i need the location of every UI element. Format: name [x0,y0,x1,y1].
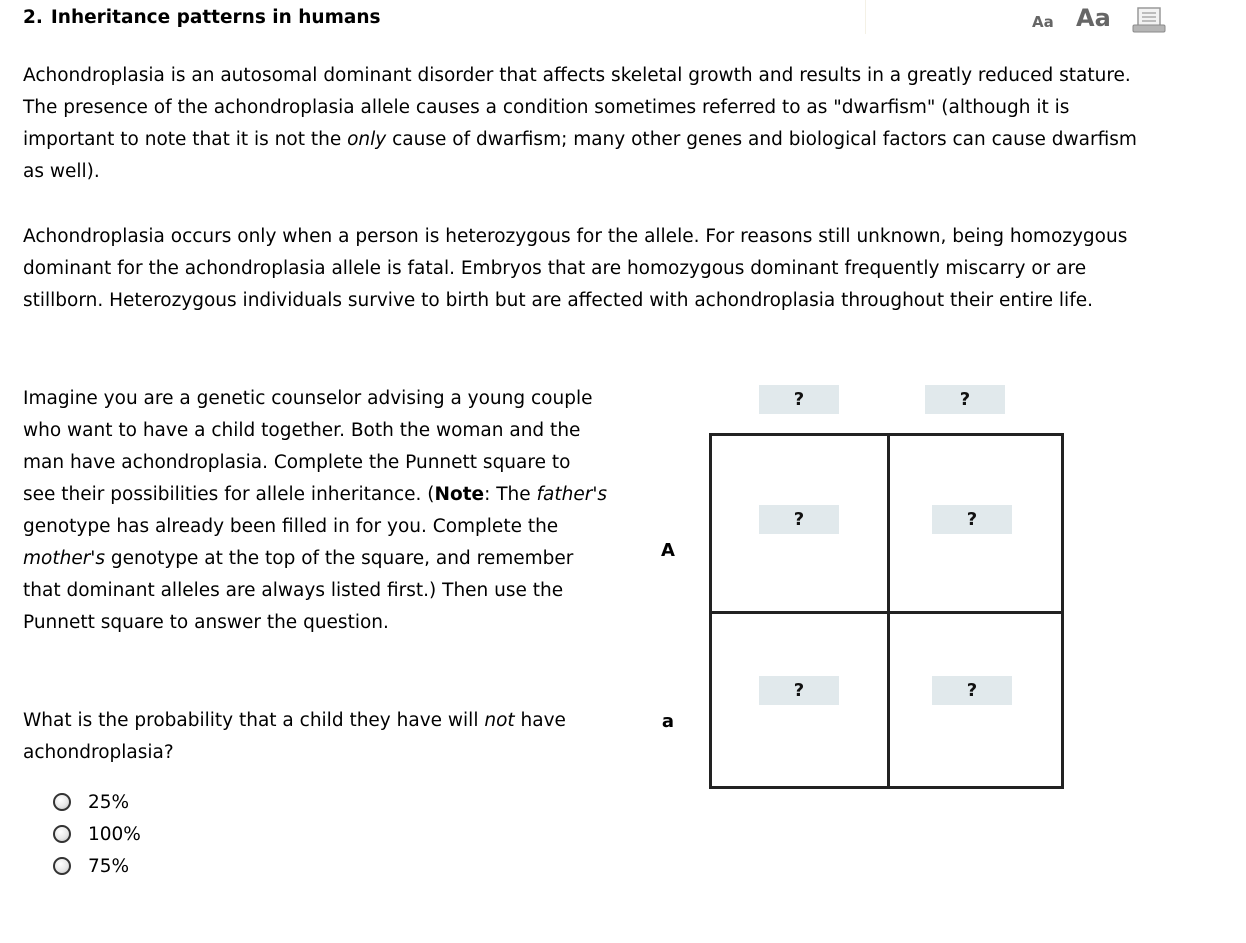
instructions-text-3: genotype has already been filled in for you. Complete the [23,516,559,537]
question-text [23,705,608,769]
option-label: 75% [88,855,130,877]
punnett-square [709,433,1064,789]
question-text-end: have achondroplasia? [23,710,566,763]
divider [865,0,866,34]
font-size-small-button[interactable]: Aa [1032,13,1054,31]
print-icon[interactable] [1132,7,1166,33]
instructions-text: Imagine you are a genetic counselor advising a young couple who want to have a child together. Both the woman and the man have achondroplasia. Complete the Punnett square to see their possibilities for allele inheritance. ( [23,388,593,505]
cell-bottom-right-dropdown[interactable]: ? [932,676,1012,705]
paragraph-intro-text-end: cause of dwarfism; many other genes and biological factors can cause dwarfism as well). [23,129,1137,182]
option-label: 25% [88,791,130,813]
note-label: Note [434,484,485,505]
cell-bottom-left-dropdown[interactable]: ? [759,676,839,705]
radio-button[interactable] [53,825,71,843]
paragraph-intro [23,60,1163,188]
answer-options [53,786,141,882]
instructions [23,383,608,639]
father-allele-2: a [661,711,675,732]
option-25[interactable] [53,786,141,818]
grid-divider-horizontal [712,611,1061,614]
emphasis-father: father's [536,484,608,505]
instructions-text-2: : The [484,484,537,505]
mother-allele-2-dropdown[interactable]: ? [925,385,1005,414]
paragraph-details: Achondroplasia occurs only when a person is heterozygous for the allele. For reasons still unknown, being homozygous dominant for the achondroplasia allele is fatal. Embryos that are homozygous dominant frequently miscarry or are stillborn. Heterozygous individuals survive to birth but are affected with achondroplasia throughout their entire life. [23,226,1128,311]
radio-button[interactable] [53,793,71,811]
question-text-start: What is the probability that a child they have will [23,710,485,731]
option-100[interactable] [53,818,141,850]
question-title [23,6,381,30]
font-size-large-button[interactable]: Aa [1076,4,1111,32]
option-label: 100% [88,823,141,845]
cell-top-left-dropdown[interactable]: ? [759,505,839,534]
paragraph-intro-text: Achondroplasia is an autosomal dominant disorder that affects skeletal growth and results in a greatly reduced stature. The presence of the achondroplasia allele causes a condition sometimes referred to as "dwarfism" (although it is important to note that it is not the [23,65,1131,150]
mother-allele-1-dropdown[interactable]: ? [759,385,839,414]
emphasis-mother: mother's [23,548,106,569]
option-75[interactable] [53,850,141,882]
father-allele-1: A [661,540,675,561]
cell-top-right-dropdown[interactable]: ? [932,505,1012,534]
instructions-text-4: genotype at the top of the square, and remember that dominant alleles are always listed first.) Then use the Punnett square to answer the question. [23,548,574,633]
emphasis-not: not [484,710,515,731]
question-number: 2. [23,7,43,28]
emphasis-only: only [347,129,387,150]
radio-button[interactable] [53,857,71,875]
question-title-text: Inheritance patterns in humans [50,7,381,28]
